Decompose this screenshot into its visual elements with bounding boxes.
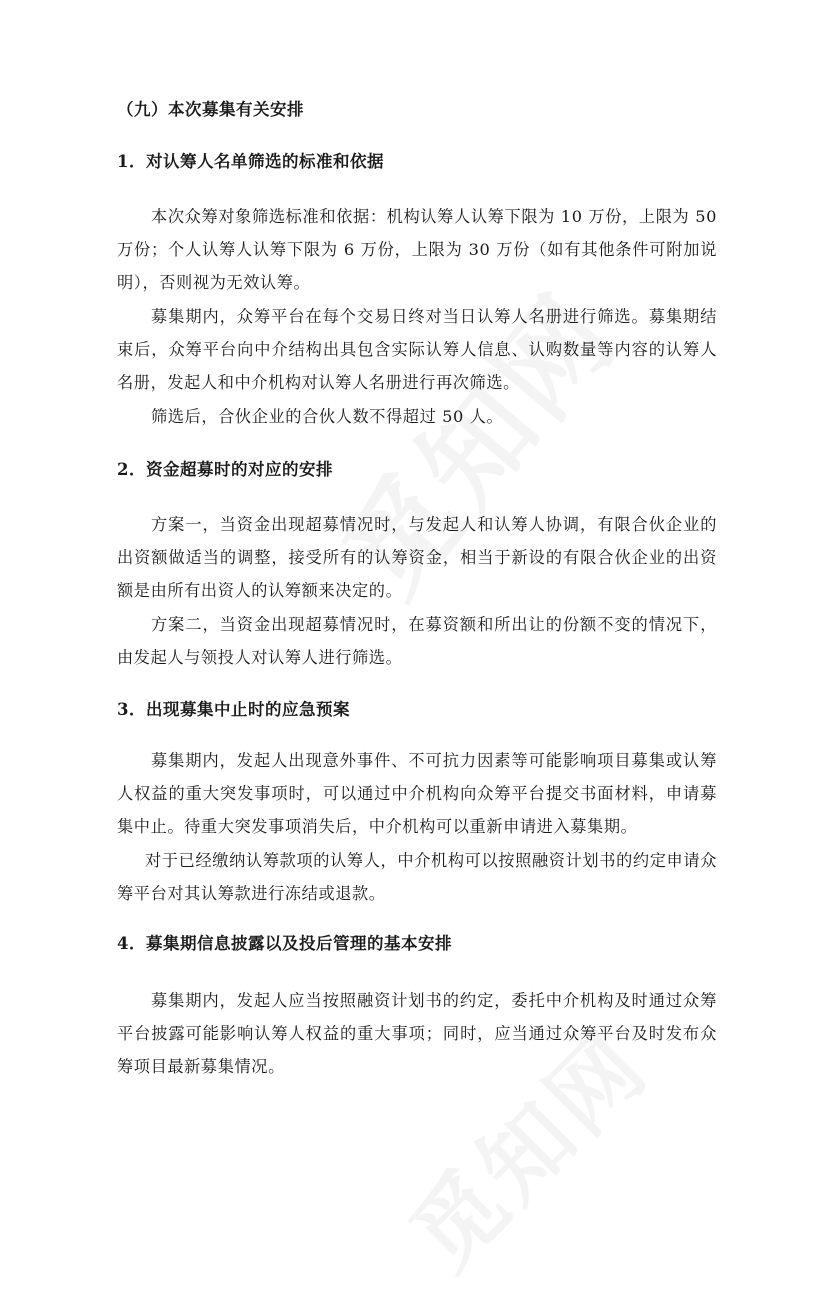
paragraph: 募集期内，发起人应当按照融资计划书的约定，委托中介机构及时通过众筹平台披露可能影响认筹人权益的重大事项；同时，应当通过众筹平台及时发布众筹项目最新募集情况。: [117, 991, 717, 1076]
paragraph: 本次众筹对象筛选标准和依据：机构认筹人认筹下限为 10 万份，上限为 50 万份；个人认筹人认筹下限为 6 万份，上限为 30 万份（如有其他条件可附加说明），否则视为无效认筹。: [117, 207, 717, 292]
section-heading: 4．募集期信息披露以及投后管理的基本安排: [117, 934, 452, 953]
paragraph: 方案二，当资金出现超募情况时，在募资额和所出让的份额不变的情况下，由发起人与领投人对认筹人进行筛选。: [117, 615, 717, 667]
section-heading: 3．出现募集中止时的应急预案: [117, 700, 350, 719]
section-heading: 1．对认筹人名单筛选的标准和依据: [117, 152, 384, 171]
paragraph: 募集期内，发起人出现意外事件、不可抗力因素等可能影响项目募集或认筹人权益的重大突发事项时，可以通过中介机构向众筹平台提交书面材料，申请募集中止。待重大突发事项消失后，中介机构可以重新申请进入募集期。: [117, 751, 717, 836]
main-heading: （九）本次募集有关安排: [117, 100, 304, 119]
section-heading: 2．资金超募时的对应的安排: [117, 460, 333, 479]
paragraph: 对于已经缴纳认筹款项的认筹人，中介机构可以按照融资计划书的约定申请众筹平台对其认筹款进行冻结或退款。: [117, 851, 717, 903]
paragraph: 筛选后，合伙企业的合伙人数不得超过 50 人。: [151, 407, 504, 426]
paragraph: 方案一，当资金出现超募情况时，与发起人和认筹人协调，有限合伙企业的出资额做适当的调整，接受所有的认筹资金，相当于新设的有限合伙企业的出资额是由所有出资人的认筹额来决定的。: [117, 515, 717, 600]
paragraph: 募集期内，众筹平台在每个交易日终对当日认筹人名册进行筛选。募集期结束后，众筹平台向中介结构出具包含实际认筹人信息、认购数量等内容的认筹人名册，发起人和中介机构对认筹人名册进行再次筛选。: [117, 307, 717, 392]
